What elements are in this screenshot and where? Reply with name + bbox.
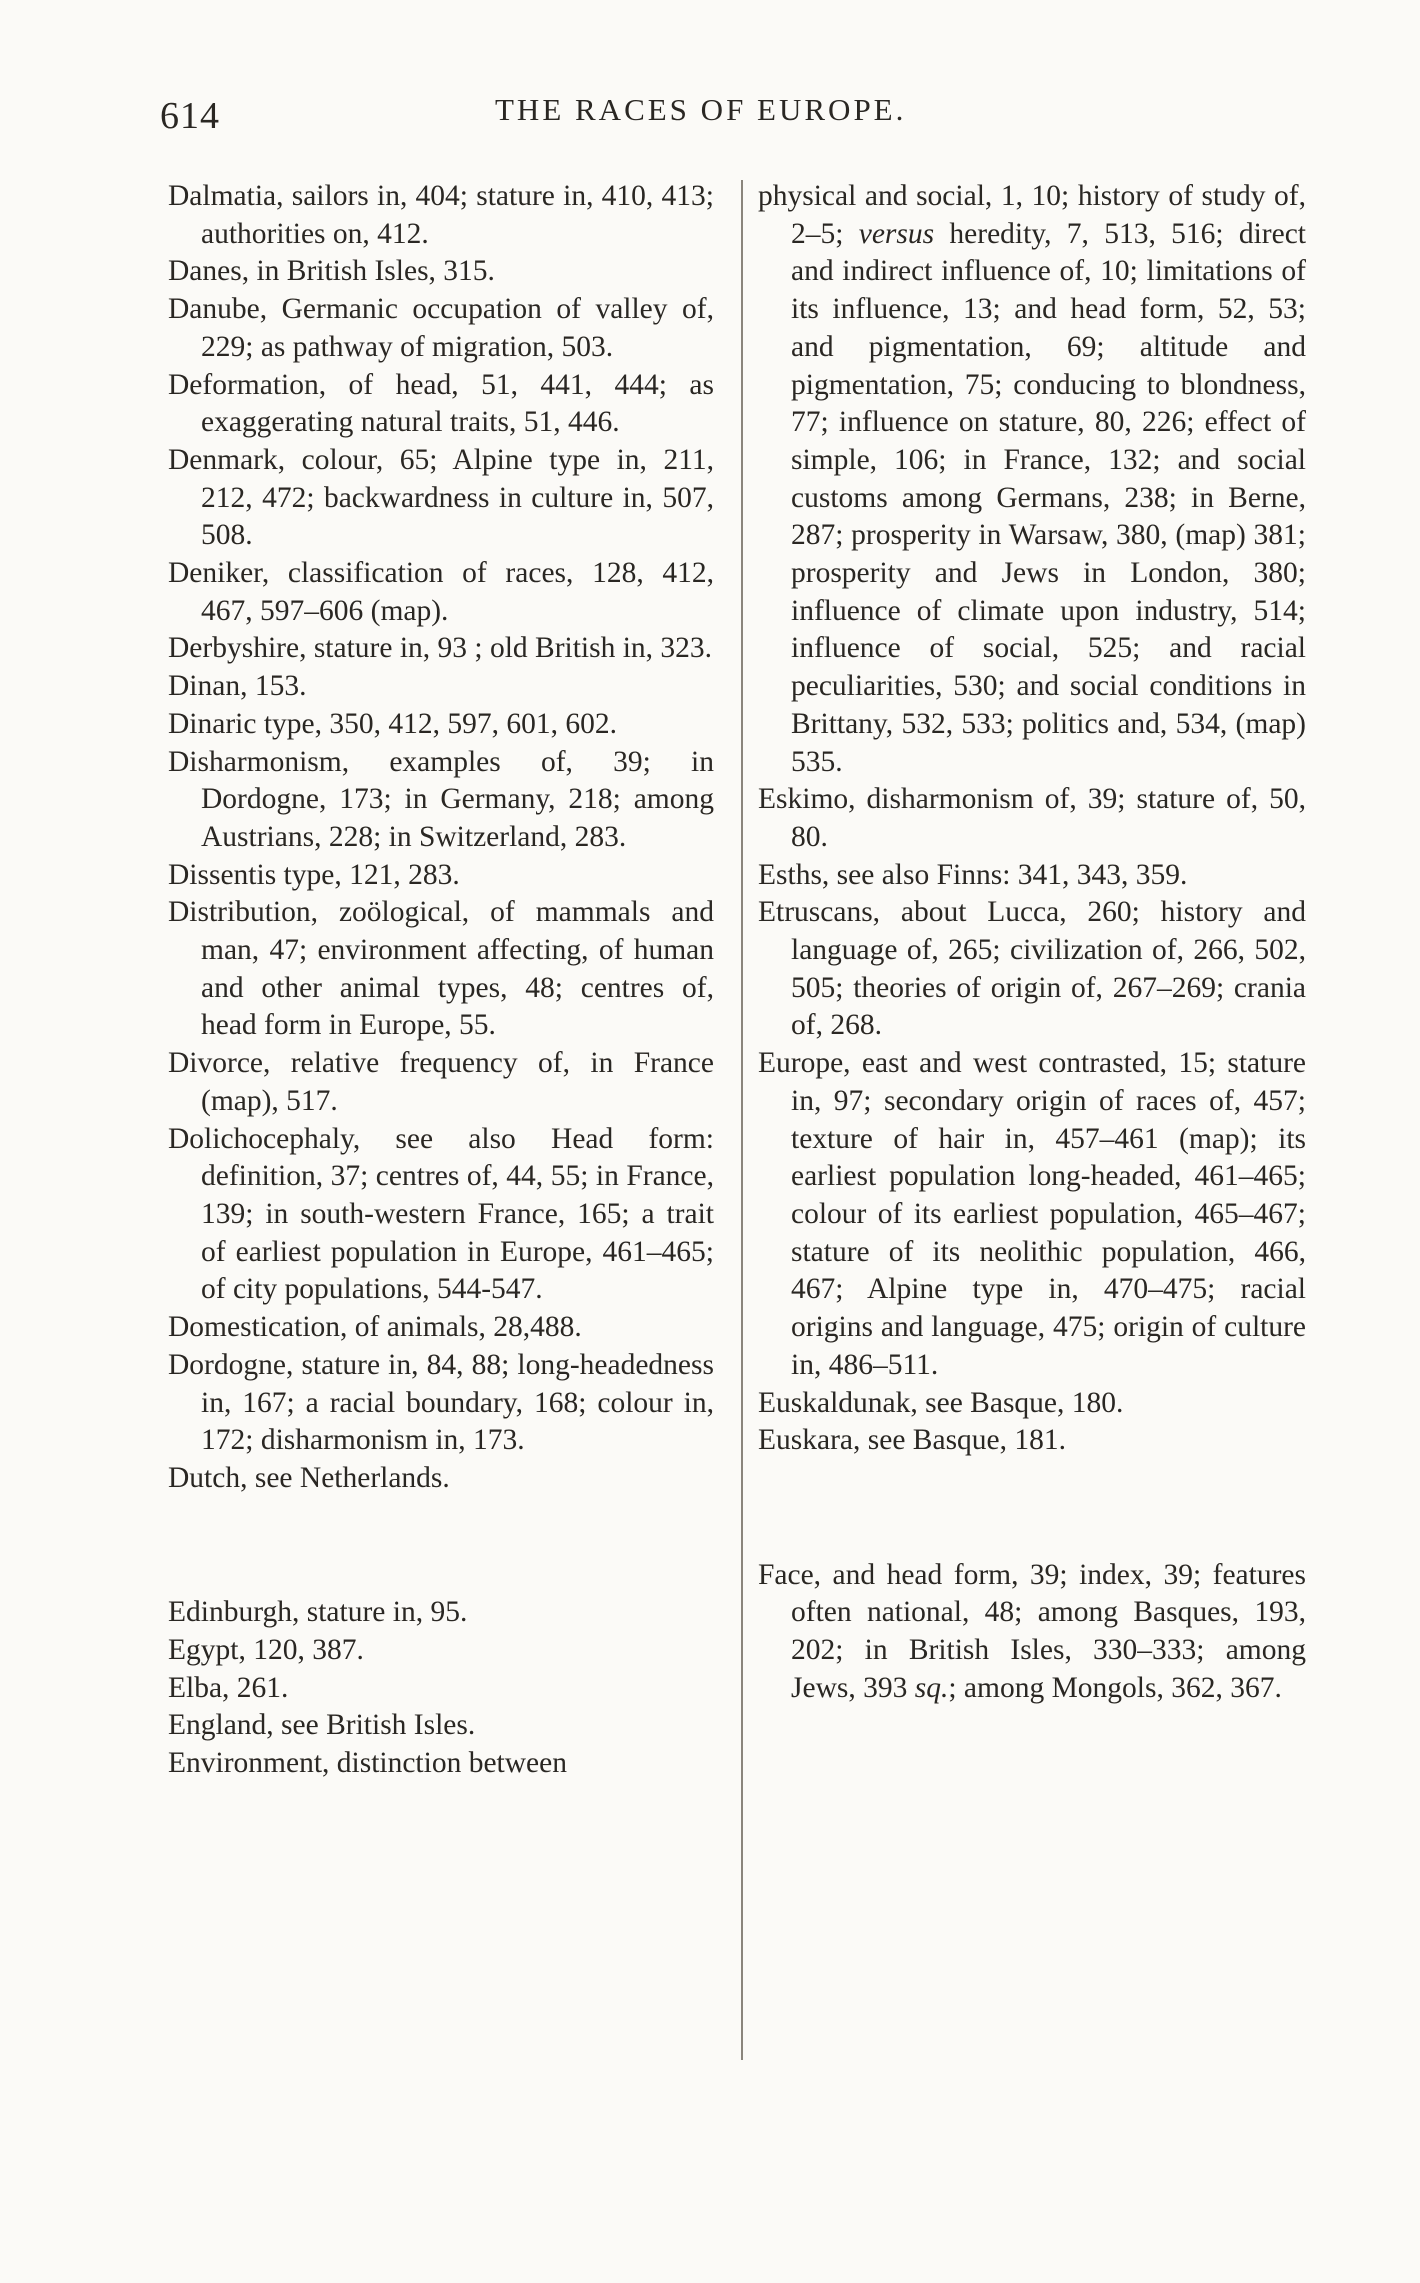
index-entry: Danube, Germanic occupation of valley of, 229; as pathway of migration, 503. [168,293,714,363]
index-entry: physical and social, 1, 10; history of study of, 2–5; versus heredity, 7, 513, 516; direct and indirect influence of, 10; limitations of its influence, 13; and head form, 52, 53; and pigmentation, 69; altitude and pigmentation, 75; conducing to blondness, 77; influence on stature, 80, 226; effect of simple, 106; in France, 132; and social customs among Germans, 238; in Berne, 287; prosperity in Warsaw, 380, (map) 381; prosperity and Jews in London, 380; influence of climate upon industry, 514; influence of social, 525; and racial peculiarities, 530; and social conditions in Brittany, 532, 533; politics and, 534, (map) 535. [758,180,1306,778]
index-entry: Egypt, 120, 387. [168,1634,364,1666]
page-header [160,86,1300,146]
index-entry: Deniker, classification of races, 128, 412, 467, 597–606 (map). [168,557,714,627]
index-entry: Eskimo, disharmonism of, 39; stature of, 50, 80. [758,783,1306,853]
column-divider [741,180,743,2060]
index-entry: Dolichocephaly, see also Head form: definition, 37; centres of, 44, 55; in France, 139; in south-western France, 165; a trait of earliest population in Europe, 461–465; of city populations, 544-547. [168,1122,714,1306]
index-entry: Dalmatia, sailors in, 404; stature in, 410, 413; authorities on, 412. [168,180,714,250]
index-entry: Denmark, colour, 65; Alpine type in, 211, 212, 472; backwardness in culture in, 507, 508. [168,443,714,552]
index-entry: Distribution, zoölogical, of mammals and man, 47; environment affecting, of human and other animal types, 48; centres of, head form in Europe, 55. [168,896,714,1042]
index-entry: Disharmonism, examples of, 39; in Dordogne, 173; in Germany, 218; among Austrians, 228; in Switzerland, 283. [168,745,714,853]
index-entry: Domestication, of animals, 28,488. [168,1311,582,1344]
index-entry: Dutch, see Netherlands. [168,1461,450,1494]
letter-section-gap [758,1489,1306,1527]
index-entry: Divorce, relative frequency of, in France (map), 517. [168,1047,714,1117]
running-title: THE RACES OF EUROPE. [495,92,907,127]
index-entry: Environment, distinction between [168,1747,567,1780]
index-column-right [758,178,1306,1707]
index-entry: Face, and head form, 39; index, 39; features often national, 48; among Basques, 193, 202; in British Isles, 330–333; among Jews, 393 sq.; among Mongols, 362, 367. [758,1558,1306,1704]
index-entry: Europe, east and west contrasted, 15; stature in, 97; secondary origin of races of, 457; texture of hair in, 457–461 (map); its earliest population long-headed, 461–465; colour of its earliest population, 465–467; stature of its neolithic population, 466, 467; Alpine type in, 470–475; racial origins and language, 475; origin of culture in, 486–511. [758,1047,1306,1381]
page-number: 614 [160,95,220,137]
index-entry: Derbyshire, stature in, 93 ; old British in, 323. [168,632,713,665]
letter-section-gap [168,1527,714,1565]
index-entry: Deformation, of head, 51, 441, 444; as exaggerating natural traits, 51, 446. [168,368,714,439]
italic-term: sq. [914,1671,949,1704]
index-entry: Danes, in British Isles, 315. [168,255,495,288]
index-entry: Esths, see also Finns: 341, 343, 359. [758,858,1188,891]
index-entry: Dinaric type, 350, 412, 597, 601, 602. [168,707,617,740]
index-entry: Euskaldunak, see Basque, 180. [758,1386,1124,1419]
index-entry: Etruscans, about Lucca, 260; history and language of, 265; civilization of, 266, 502, 505; theories of origin of, 267–269; crania of, 268. [758,896,1306,1042]
index-entry: Elba, 261. [168,1671,289,1704]
index-entry: Dordogne, stature in, 84, 88; long-headedness in, 167; a racial boundary, 168; colour in, 172; disharmonism in, 173. [168,1348,714,1457]
index-entry: Euskara, see Basque, 181. [758,1424,1067,1457]
italic-term: versus [858,217,935,250]
index-entry: Edinburgh, stature in, 95. [168,1596,468,1629]
index-entry: Dinan, 153. [168,670,307,703]
index-entry: England, see British Isles. [168,1709,476,1742]
index-entry: Dissentis type, 121, 283. [168,858,460,891]
index-column-left [168,178,714,1783]
